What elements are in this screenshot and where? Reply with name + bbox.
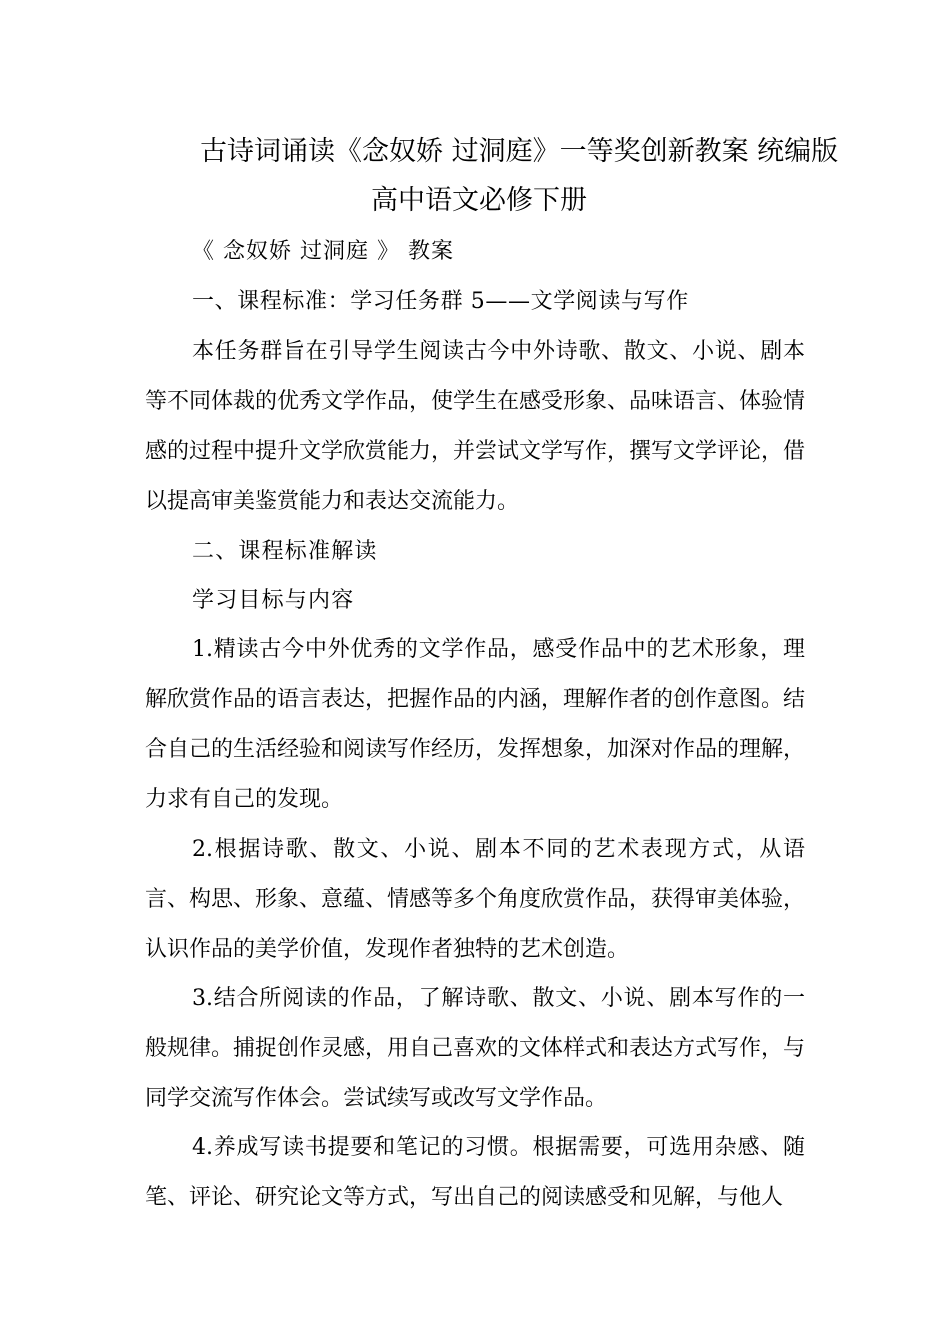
goal-item-1: 1.精读古今中外优秀的文学作品，感受作品中的艺术形象，理解欣赏作品的语言表达，把握作品的内涵，理解作者的创作意图。结合自己的生活经验和阅读写作经历，发挥想象，加深对作品的理解，力求有自己的发现。 <box>145 637 806 812</box>
section-2-heading: 二、课程标准解读 <box>192 539 378 564</box>
learning-goals-subheading: 学习目标与内容 <box>192 588 355 613</box>
section-1-paragraph: 本任务群旨在引导学生阅读古今中外诗歌、散文、小说、剧本等不同体裁的优秀文学作品，使学生在感受形象、品味语言、体验情感的过程中提升文学欣赏能力，并尝试文学写作，撰写文学评论，借以提高审美鉴赏能力和表达交流能力。 <box>145 339 806 514</box>
lesson-plan-subtitle: 《 念奴娇 过洞庭 》 教案 <box>192 239 454 264</box>
document-title-line-1: 古诗词诵读《念奴娇 过洞庭》一等奖创新教案 统编版 <box>200 136 839 167</box>
section-1-heading: 一、课程标准：学习任务群 5——文学阅读与写作 <box>192 289 689 314</box>
goal-item-3: 3.结合所阅读的作品，了解诗歌、散文、小说、剧本写作的一般规律。捕捉创作灵感，用自己喜欢的文体样式和表达方式写作，与同学交流写作体会。尝试续写或改写文学作品。 <box>145 986 806 1111</box>
document-title-line-2: 高中语文必修下册 <box>371 185 587 216</box>
goal-item-4: 4.养成写读书提要和笔记的习惯。根据需要，可选用杂感、随笔、评论、研究论文等方式，写出自己的阅读感受和见解，与他人 <box>145 1135 805 1210</box>
goal-item-2: 2.根据诗歌、散文、小说、剧本不同的艺术表现方式，从语言、构思、形象、意蕴、情感等多个角度欣赏作品，获得审美体验，认识作品的美学价值，发现作者独特的艺术创造。 <box>145 837 806 962</box>
